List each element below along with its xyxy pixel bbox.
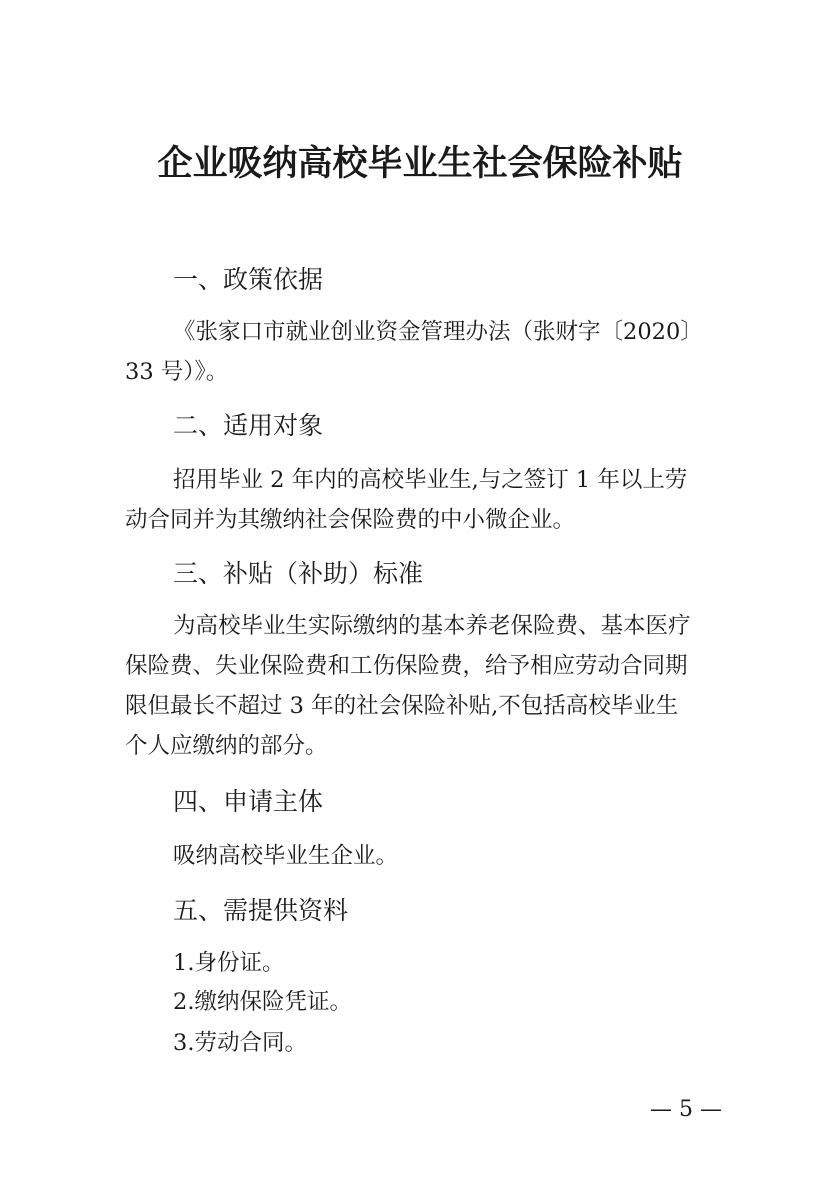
paragraph-line: 保险费、失业保险费和工伤保险费，给予相应劳动合同期 [125, 653, 688, 679]
paragraph-line: 招用毕业 2 年内的高校毕业生,与之签订 1 年以上劳 [173, 467, 688, 493]
paragraph-line: 《张家口市就业创业资金管理办法（张财字〔2020〕 [173, 319, 703, 345]
paragraph-line: 限但最长不超过 3 年的社会保险补贴,不包括高校毕业生 [125, 693, 679, 719]
list-item-insurance-receipt: 2.缴纳保险凭证。 [173, 989, 352, 1015]
list-item-labor-contract: 3.劳动合同。 [173, 1030, 307, 1056]
section-body-policy-basis [125, 312, 717, 392]
section-body-applicant [125, 836, 717, 876]
paragraph-line: 个人应缴纳的部分。 [125, 733, 328, 759]
paragraph-line: 吸纳高校毕业生企业。 [173, 843, 399, 869]
section-heading-policy-basis: 一、政策依据 [173, 265, 324, 294]
paragraph-line: 为高校毕业生实际缴纳的基本养老保险费、基本医疗 [173, 613, 691, 639]
list-item-id-card: 1.身份证。 [173, 950, 285, 976]
section-heading-required-materials: 五、需提供资料 [173, 896, 349, 925]
section-body-applicable-target [125, 460, 717, 540]
section-body-subsidy-standard [125, 606, 717, 766]
page-number: — 5 — [650, 1097, 722, 1122]
section-heading-applicable-target: 二、适用对象 [173, 411, 324, 440]
paragraph-line: 33 号）》。 [125, 359, 229, 385]
section-heading-subsidy-standard: 三、补贴（补助）标准 [173, 559, 424, 588]
document-title: 企业吸纳高校毕业生社会保险补贴 [157, 143, 683, 184]
section-heading-applicant: 四、申请主体 [173, 787, 324, 816]
paragraph-line: 动合同并为其缴纳社会保险费的中小微企业。 [125, 507, 576, 533]
